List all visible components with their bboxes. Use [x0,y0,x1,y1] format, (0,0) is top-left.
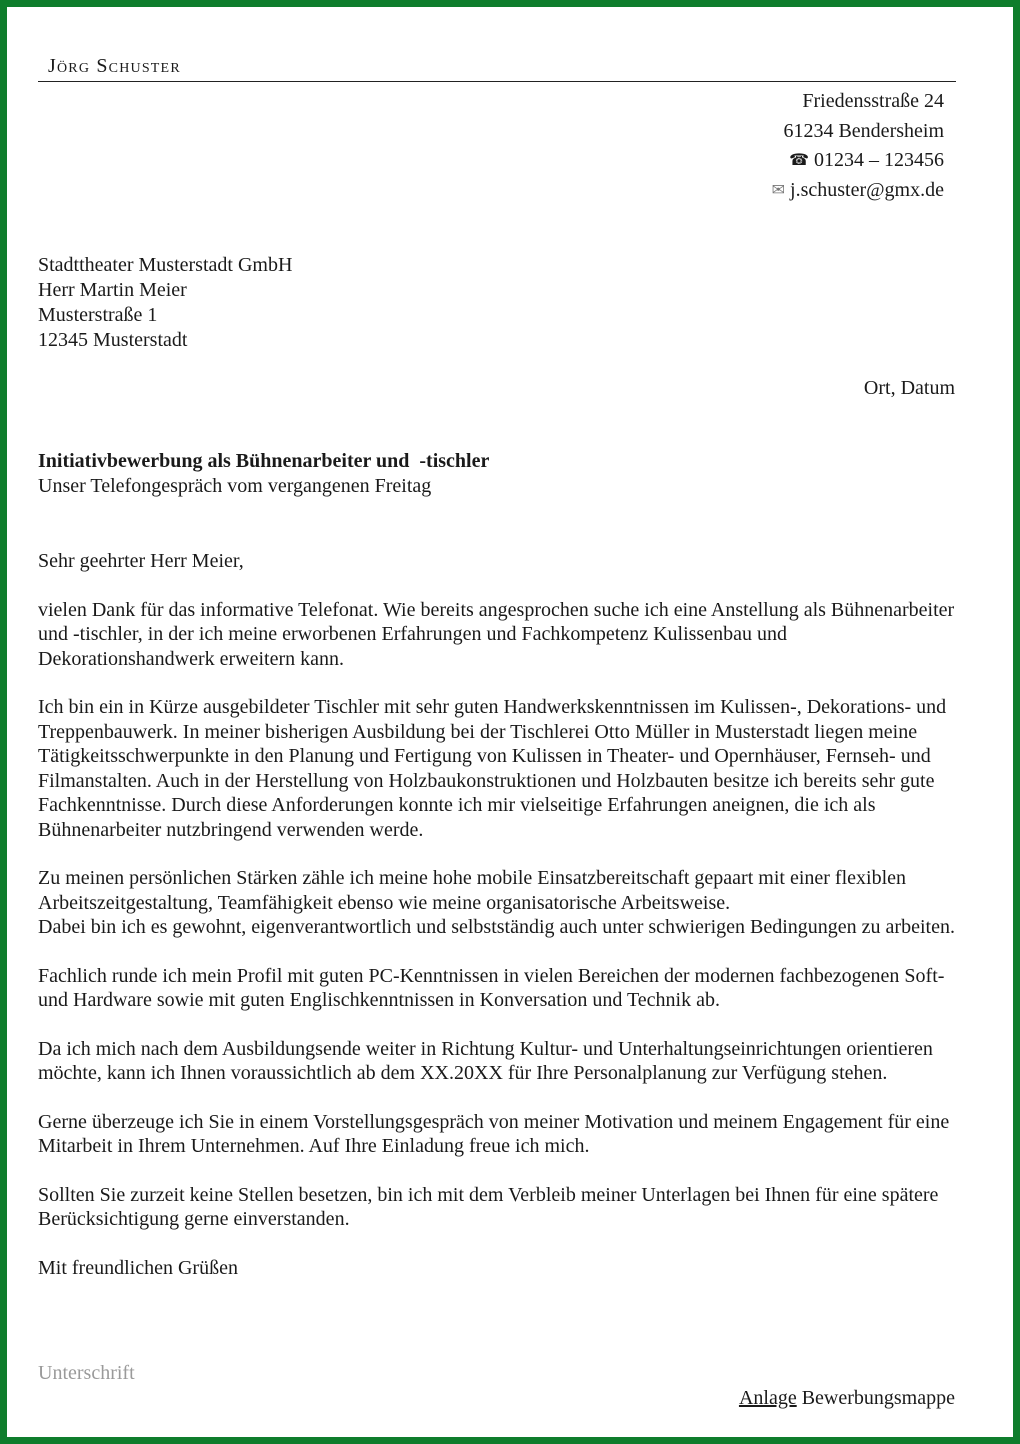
sender-phone-line [772,146,944,176]
salutation: Sehr geehrter Herr Meier, [38,550,244,572]
sender-address [772,87,944,205]
enclosure [739,1387,955,1410]
recipient-person: Herr Martin Meier [38,279,187,301]
recipient-company: Stadttheater Musterstadt GmbH [38,254,293,276]
body-paragraph: Da ich mich nach dem Ausbildungsende weiter in Richtung Kultur- und Unterhaltungseinrichtungen orientieren möchte, kann ich Ihnen voraussichtlich ab dem XX.20XX für Ihre Personalplanung zur Verfügung stehen. [38,1037,933,1084]
closing: Mit freundlichen Grüßen [38,1256,238,1279]
enclosure-text: Bewerbungsmappe [796,1387,955,1409]
recipient-city: 12345 Musterstadt [38,329,188,351]
body-paragraph: Gerne überzeuge ich Sie in einem Vorstellungsgespräch von meiner Motivation und meinem Engagement für eine Mitarbeit in Ihrem Unternehmen. Auf Ihre Einladung freue ich mich. [38,1110,950,1157]
body-paragraph: Ich bin ein in Kürze ausgebildeter Tischler mit sehr guten Handwerkskenntnissen im Kulissen-, Dekorations- und Treppenbauwerk. In meiner bisherigen Ausbildung bei der Tischlerei Otto Müller in Musterstadt liegen meine Tätigkeitsschwerpunkte in den Planung und Fertigung von Kulissen in Theater- und Opernhäuser, Fernseh- und Filmanstalten. Auch in der Herstellung von Holzbaukonstruktionen und Holzbauten besitze ich bereits sehr gute Fachkenntnisse. Durch diese Anforderungen konnte ich mir vielseitige Erfahrungen aneignen, die ich als Bühnenarbeiter nutzbringend verwenden werde. [38,696,947,841]
body-paragraph: Fachlich runde ich mein Profil mit guten PC-Kenntnissen in vielen Bereichen der modernen fachbezogenen Soft- und Hardware sowie mit guten Englischkenntnissen in Konversation und Technik ab. [38,964,945,1011]
sender-name: Jörg Schuster [48,55,181,77]
subject-block [38,449,489,499]
sender-phone: 01234 – 123456 [814,149,944,171]
signature-placeholder: Unterschrift [38,1362,135,1384]
sender-street: Friedensstraße 24 [802,90,944,112]
body-paragraph: Zu meinen persönlichen Stärken zähle ich meine hohe mobile Einsatzbereitschaft gepaart mit einer flexiblen Arbeitszeitgestaltung, Teamfähigkeit ebenso wie meine organisatorische Arbeitsweise. [38,867,906,914]
phone-icon: ☎ [789,152,809,169]
subject-reference: Unser Telefongespräch vom vergangenen Freitag [38,475,432,497]
sender-email-line [772,176,944,206]
sender-email: j.schuster@gmx.de [790,178,944,201]
body-paragraph: Dabei bin ich es gewohnt, eigenverantwortlich und selbstständig auch unter schwierigen Bedingungen zu arbeiten. [38,916,955,938]
letter-body [38,549,960,1304]
letter-page [7,7,1013,1437]
subject-title: Initiativbewerbung als Bühnenarbeiter und -tischler [38,450,490,472]
sender-city: 61234 Bendersheim [783,119,944,142]
body-paragraph: vielen Dank für das informative Telefonat. Wie bereits angesprochen suche ich eine Anstellung als Bühnenarbeiter und -tischler, in der ich meine erworbenen Erfahrungen und Fachkompetenz Kulissenbau und Dekorationshandwerk erweitern kann. [38,598,955,670]
body-paragraph: Sollten Sie zurzeit keine Stellen besetzen, bin ich mit dem Verbleib meiner Unterlagen bei Ihnen für eine spätere Berücksichtigung gerne einverstanden. [38,1183,939,1230]
enclosure-label: Anlage [738,1387,797,1409]
recipient-street: Musterstraße 1 [38,304,158,326]
envelope-icon: ✉ [771,181,786,199]
recipient-address [38,253,292,353]
place-date: Ort, Datum [863,377,955,399]
header-divider [38,81,956,82]
